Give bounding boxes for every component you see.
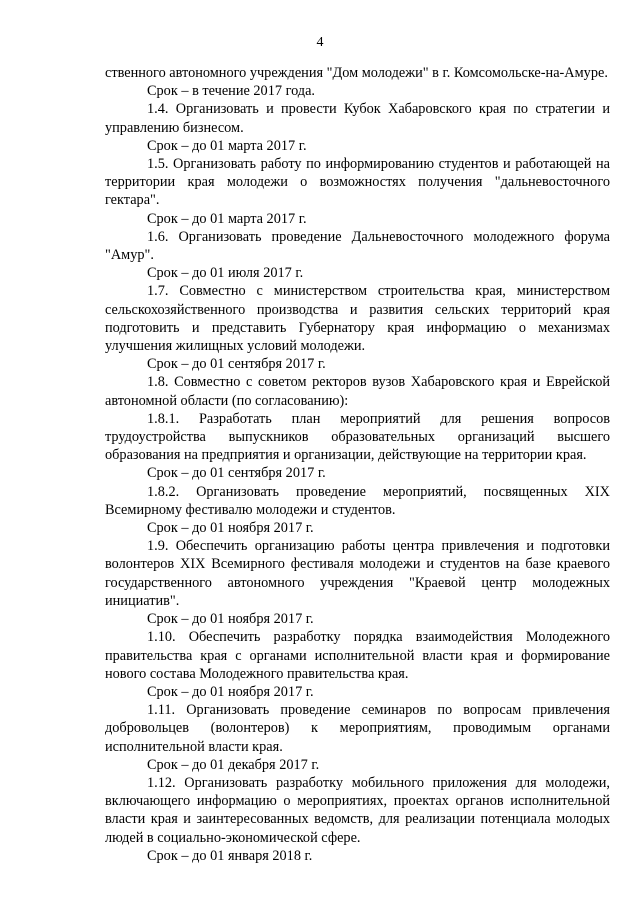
deadline-paragraph: Срок – до 01 ноября 2017 г.: [147, 520, 314, 537]
item-1-8-paragraph: 1.8. Совместно с советом ректоров вузов Хабаровского края и Еврейской автономной области (по согласованию):: [105, 374, 610, 409]
item-1-10-paragraph: 1.10. Обеспечить разработку порядка взаимодействия Молодежного правительства края с органами исполнительной власти края и формирование нового состава Молодежного правительства края.: [105, 629, 610, 682]
item-1-8-2-paragraph: 1.8.2. Организовать проведение мероприятий, посвященных XIX Всемирному фестивалю молодежи и студентов.: [105, 483, 610, 518]
deadline-paragraph: Срок – до 01 ноября 2017 г.: [147, 683, 314, 700]
item-1-6-paragraph: 1.6. Организовать проведение Дальневосточного молодежного форума "Амур".: [105, 228, 610, 264]
item-1-5-paragraph: 1.5. Организовать работу по информированию студентов и работающей на территории края молодежи о возможностях получения "дальневосточного гектара".: [105, 156, 610, 209]
deadline-paragraph: Срок – до 01 сентября 2017 г.: [147, 356, 326, 373]
deadline-paragraph: Срок – до 01 ноября 2017 г.: [147, 611, 314, 628]
deadline-paragraph: Срок – до 01 марта 2017 г.: [147, 137, 307, 154]
deadline-paragraph: Срок – до 01 сентября 2017 г.: [147, 465, 326, 482]
document-body: [105, 64, 610, 865]
deadline-paragraph: Срок – до 01 января 2018 г.: [147, 847, 313, 864]
deadline-paragraph: Срок – до 01 июля 2017 г.: [147, 265, 304, 282]
item-1-4-paragraph: 1.4. Организовать и провести Кубок Хабаровского края по стратегии и управлению бизнесом.: [105, 101, 610, 136]
item-1-9-paragraph: 1.9. Обеспечить организацию работы центра привлечения и подготовки волонтеров XIX Всемирного фестиваля молодежи и студентов на базе краевого государственного автономного учреждения "Краевой центр молодежных инициатив".: [105, 538, 610, 609]
item-1-12-paragraph: 1.12. Организовать разработку мобильного приложения для молодежи, включающего информацию о мероприятиях, проектах органов исполнительной власти края и заинтересованных ведомств, для реализации потенциала молодых людей в социально-экономической сфере.: [105, 774, 610, 846]
deadline-paragraph: Срок – до 01 марта 2017 г.: [147, 210, 307, 227]
item-1-8-1-paragraph: 1.8.1. Разработать план мероприятий для решения вопросов трудоустройства выпускников образовательных организаций высшего образования на предприятия и организации, действующие на территории края.: [105, 410, 610, 464]
paragraph-continuation: ственного автономного учреждения "Дом молодежи" в г. Комсомольске-на-Амуре.: [105, 65, 608, 81]
item-1-7-paragraph: 1.7. Совместно с министерством строительства края, министерством сельскохозяйственного производства и развития сельских территорий края подготовить и представить Губернатору края информацию о механизмах улучшения жилищных условий молодежи.: [105, 283, 610, 355]
deadline-paragraph: Срок – до 01 декабря 2017 г.: [147, 756, 320, 773]
deadline-paragraph: Срок – в течение 2017 года.: [147, 83, 316, 100]
item-1-11-paragraph: 1.11. Организовать проведение семинаров по вопросам привлечения добровольцев (волонтеров) к мероприятиям, проводимым органами исполнительной власти края.: [105, 702, 610, 755]
page-number: 4: [316, 35, 324, 50]
